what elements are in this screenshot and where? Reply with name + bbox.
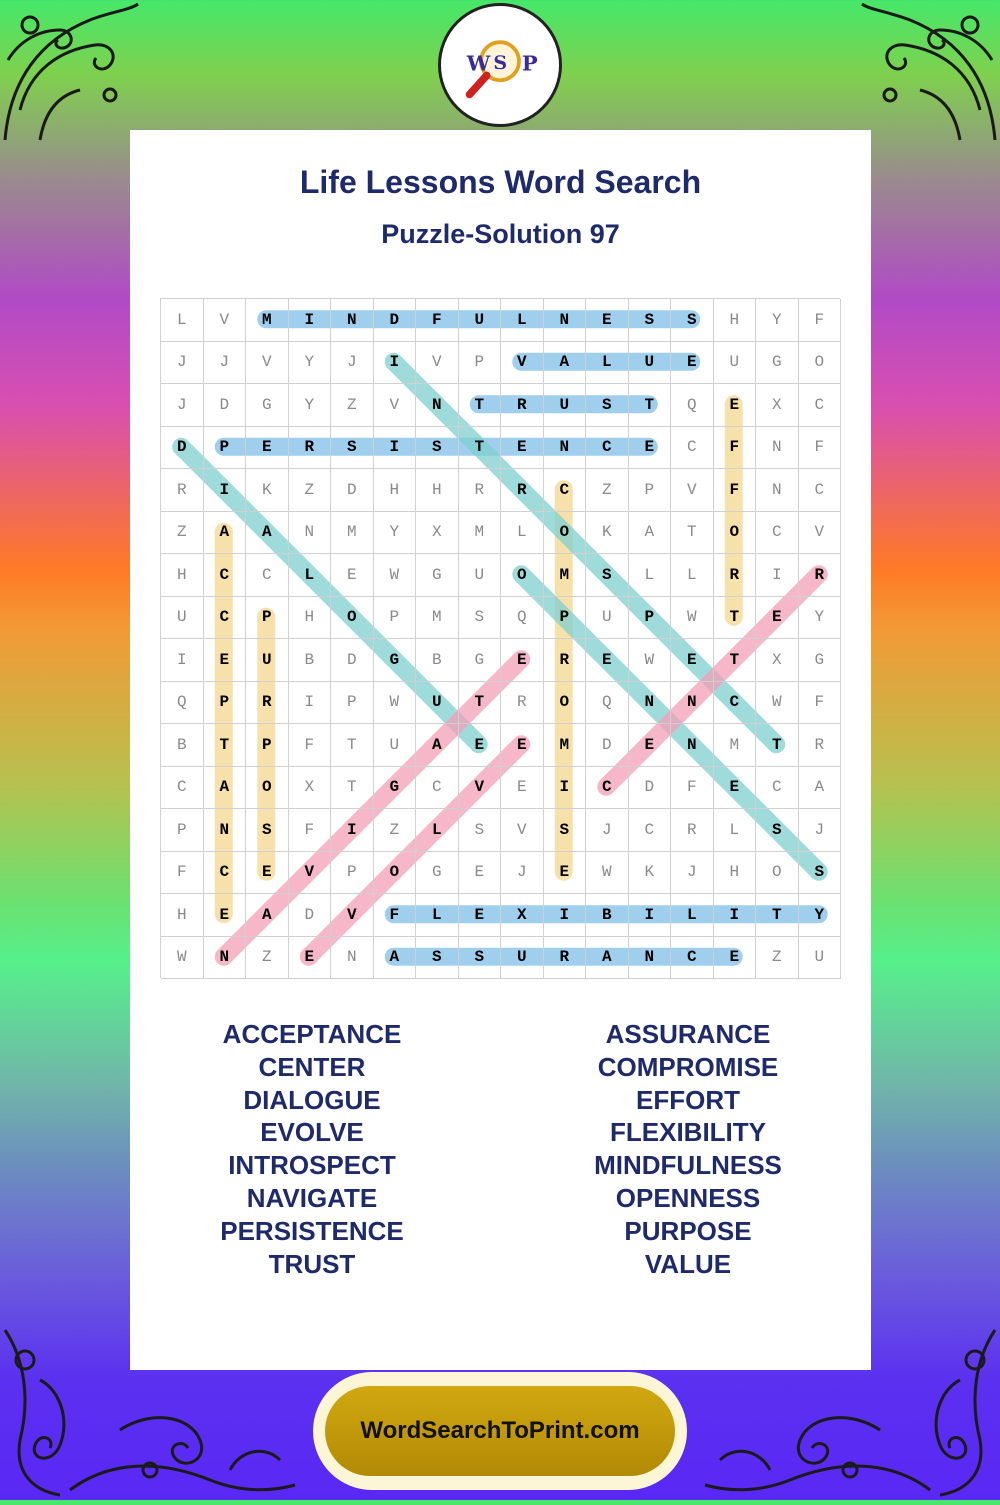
grid-cell[interactable]: E (629, 724, 672, 767)
grid-cell[interactable]: U (586, 597, 629, 640)
grid-cell[interactable]: S (586, 384, 629, 427)
grid-cell[interactable]: R (799, 554, 842, 597)
grid-cell[interactable]: R (714, 554, 757, 597)
grid-cell[interactable]: F (799, 682, 842, 725)
grid-cell[interactable]: N (331, 299, 374, 342)
grid-cell[interactable]: D (204, 384, 247, 427)
grid-cell[interactable]: D (161, 427, 204, 470)
grid-cell[interactable]: O (756, 852, 799, 895)
grid-cell[interactable]: C (204, 597, 247, 640)
grid-cell[interactable]: T (459, 384, 502, 427)
word-list-left (162, 1018, 462, 1280)
grid-cell[interactable]: Z (161, 512, 204, 555)
grid-cell[interactable]: I (161, 639, 204, 682)
grid-cell[interactable]: I (714, 894, 757, 937)
grid-cell[interactable]: V (204, 299, 247, 342)
grid-cell[interactable]: M (246, 299, 289, 342)
grid-cell[interactable]: D (331, 469, 374, 512)
grid-cell[interactable]: O (799, 342, 842, 385)
grid-cell[interactable]: E (714, 767, 757, 810)
grid-cell[interactable]: U (459, 554, 502, 597)
grid-cell[interactable]: E (501, 724, 544, 767)
grid-cell[interactable]: E (586, 639, 629, 682)
word-search-grid (160, 298, 840, 978)
grid-cell[interactable]: H (714, 852, 757, 895)
grid-cell[interactable]: O (544, 682, 587, 725)
grid-cell[interactable]: R (799, 724, 842, 767)
grid-cell[interactable]: X (756, 384, 799, 427)
grid-cell[interactable]: Y (374, 512, 417, 555)
word-list-item: CENTER (258, 1051, 366, 1082)
grid-cell[interactable]: N (204, 937, 247, 980)
grid-cell[interactable]: R (671, 809, 714, 852)
grid-cell[interactable]: M (714, 724, 757, 767)
grid-cell[interactable]: R (459, 469, 502, 512)
grid-cell[interactable]: N (416, 384, 459, 427)
grid-cell[interactable]: W (671, 597, 714, 640)
grid-cell[interactable]: A (544, 342, 587, 385)
grid-cell[interactable]: C (714, 682, 757, 725)
word-list-item: VALUE (644, 1248, 732, 1279)
grid-cell[interactable]: I (756, 554, 799, 597)
grid-cell[interactable]: G (756, 342, 799, 385)
grid-cell[interactable]: Z (586, 469, 629, 512)
word-list-item: ASSURANCE (605, 1019, 771, 1049)
grid-cell[interactable]: Z (331, 384, 374, 427)
grid-cell[interactable]: P (331, 682, 374, 725)
grid-cell[interactable]: N (629, 937, 672, 980)
grid-cell[interactable]: V (246, 342, 289, 385)
grid-cell[interactable]: J (204, 342, 247, 385)
word-list-item: FLEXIBILITY (610, 1117, 766, 1148)
grid-cell[interactable]: I (204, 469, 247, 512)
grid-cell[interactable]: S (629, 299, 672, 342)
grid-cell[interactable]: H (161, 894, 204, 937)
grid-cell[interactable]: Z (756, 937, 799, 980)
grid-cell[interactable]: R (544, 639, 587, 682)
grid-cell[interactable]: D (629, 767, 672, 810)
word-list-item: INTROSPECT (228, 1150, 396, 1181)
grid-cell[interactable]: N (204, 809, 247, 852)
grid-cell[interactable]: U (246, 639, 289, 682)
grid-cell[interactable]: D (331, 639, 374, 682)
grid-cell[interactable]: U (459, 299, 502, 342)
grid-cell[interactable]: R (289, 427, 332, 470)
grid-cell[interactable]: O (501, 554, 544, 597)
grid-cell[interactable]: F (289, 809, 332, 852)
grid-cell[interactable]: K (586, 512, 629, 555)
grid-cell[interactable]: N (756, 469, 799, 512)
grid-cell[interactable]: S (544, 809, 587, 852)
grid-cell[interactable]: M (544, 724, 587, 767)
grid-cell[interactable]: S (416, 427, 459, 470)
grid-cell[interactable]: N (671, 682, 714, 725)
grid-cell[interactable]: V (799, 512, 842, 555)
grid-cell[interactable]: C (586, 427, 629, 470)
grid-cell[interactable]: N (629, 682, 672, 725)
grid-cell[interactable]: W (161, 937, 204, 980)
logo-letter-p: P (521, 50, 538, 76)
puzzle-panel (130, 130, 871, 1370)
grid-cell[interactable]: N (331, 937, 374, 980)
grid-cell[interactable]: P (204, 682, 247, 725)
grid-cell[interactable]: J (586, 809, 629, 852)
grid-cell[interactable]: C (246, 554, 289, 597)
grid-cell[interactable]: B (416, 639, 459, 682)
grid-cell[interactable]: W (586, 852, 629, 895)
grid-cell[interactable]: P (331, 852, 374, 895)
grid-cell[interactable]: Y (289, 384, 332, 427)
letter-grid (160, 298, 840, 978)
grid-cell[interactable]: L (586, 342, 629, 385)
grid-cell[interactable]: P (629, 469, 672, 512)
grid-cell[interactable]: Q (671, 384, 714, 427)
grid-cell[interactable]: S (459, 597, 502, 640)
grid-cell[interactable]: E (501, 767, 544, 810)
grid-cell[interactable]: O (714, 512, 757, 555)
grid-cell[interactable]: D (289, 894, 332, 937)
grid-cell[interactable]: F (799, 427, 842, 470)
grid-cell[interactable]: S (459, 937, 502, 980)
corner-ornament-top-right (860, 0, 1000, 150)
grid-cell[interactable]: E (501, 427, 544, 470)
grid-cell[interactable]: F (714, 427, 757, 470)
grid-cell[interactable]: B (161, 724, 204, 767)
grid-cell[interactable]: L (416, 894, 459, 937)
grid-cell[interactable]: Q (161, 682, 204, 725)
grid-cell[interactable]: S (331, 427, 374, 470)
grid-cell[interactable]: A (374, 937, 417, 980)
grid-cell[interactable]: F (416, 299, 459, 342)
grid-cell[interactable]: B (586, 894, 629, 937)
word-list-item: TRUST (268, 1248, 356, 1279)
grid-cell[interactable]: S (586, 554, 629, 597)
grid-cell[interactable]: E (756, 597, 799, 640)
grid-cell[interactable]: E (331, 554, 374, 597)
page-subtitle: Puzzle-Solution 97 (381, 219, 620, 249)
grid-cell[interactable]: G (416, 554, 459, 597)
grid-cell[interactable]: L (714, 809, 757, 852)
grid-cell[interactable]: V (331, 894, 374, 937)
grid-cell[interactable]: Q (501, 597, 544, 640)
grid-cell[interactable]: L (416, 809, 459, 852)
grid-cell[interactable]: F (289, 724, 332, 767)
grid-cell[interactable]: G (374, 767, 417, 810)
grid-cell[interactable]: F (799, 299, 842, 342)
grid-cell[interactable]: U (714, 342, 757, 385)
grid-cell[interactable]: K (629, 852, 672, 895)
grid-cell[interactable]: U (416, 682, 459, 725)
grid-cell[interactable]: W (374, 554, 417, 597)
grid-cell[interactable]: X (501, 894, 544, 937)
grid-cell[interactable]: A (416, 724, 459, 767)
grid-cell[interactable]: Z (289, 469, 332, 512)
word-list-item: PURPOSE (624, 1215, 752, 1246)
grid-cell[interactable]: W (629, 639, 672, 682)
grid-cell[interactable]: I (629, 894, 672, 937)
grid-cell[interactable]: U (799, 937, 842, 980)
grid-cell[interactable]: U (161, 597, 204, 640)
grid-cell[interactable]: G (459, 639, 502, 682)
grid-cell[interactable]: J (501, 852, 544, 895)
grid-cell[interactable]: N (544, 299, 587, 342)
word-list-item: EVOLVE (260, 1117, 364, 1148)
grid-cell[interactable]: E (586, 299, 629, 342)
grid-cell[interactable]: A (799, 767, 842, 810)
grid-cell[interactable]: C (586, 767, 629, 810)
grid-cell[interactable]: T (671, 512, 714, 555)
word-list-item: NAVIGATE (246, 1182, 378, 1213)
grid-cell[interactable]: G (799, 639, 842, 682)
grid-cell[interactable]: E (459, 852, 502, 895)
grid-cell[interactable]: N (671, 724, 714, 767)
word-list-item: DIALOGUE (243, 1084, 381, 1115)
grid-cell[interactable]: A (246, 894, 289, 937)
grid-cell[interactable]: M (331, 512, 374, 555)
grid-cell[interactable]: T (756, 894, 799, 937)
logo-letter-s: S (493, 51, 508, 74)
grid-cell[interactable]: T (331, 767, 374, 810)
grid-cell[interactable]: F (671, 767, 714, 810)
grid-cell[interactable]: T (331, 724, 374, 767)
grid-cell[interactable]: E (246, 427, 289, 470)
grid-cell[interactable]: E (714, 384, 757, 427)
grid-cell[interactable]: E (289, 937, 332, 980)
grid-cell[interactable]: M (416, 597, 459, 640)
grid-cell[interactable]: C (799, 469, 842, 512)
grid-cell[interactable]: T (714, 597, 757, 640)
grid-cell[interactable]: A (204, 767, 247, 810)
grid-cell[interactable]: T (204, 724, 247, 767)
word-list-item: ACCEPTANCE (222, 1019, 402, 1049)
grid-cell[interactable]: C (416, 767, 459, 810)
grid-cell[interactable]: C (204, 554, 247, 597)
grid-cell[interactable]: L (671, 554, 714, 597)
grid-cell[interactable]: V (289, 852, 332, 895)
word-list-item: PERSISTENCE (220, 1215, 404, 1246)
grid-cell[interactable]: H (289, 597, 332, 640)
grid-cell[interactable]: H (714, 299, 757, 342)
grid-cell[interactable]: O (331, 597, 374, 640)
grid-cell[interactable]: X (756, 639, 799, 682)
grid-cell[interactable]: M (459, 512, 502, 555)
grid-cell[interactable]: C (799, 384, 842, 427)
grid-cell[interactable]: C (756, 767, 799, 810)
grid-cell[interactable]: T (756, 724, 799, 767)
grid-cell[interactable]: L (671, 894, 714, 937)
grid-cell[interactable]: G (416, 852, 459, 895)
corner-ornament-top-left (0, 0, 140, 150)
grid-cell[interactable]: C (204, 852, 247, 895)
grid-cell[interactable]: L (289, 554, 332, 597)
grid-cell[interactable]: J (161, 384, 204, 427)
grid-cell[interactable]: U (544, 384, 587, 427)
grid-cell[interactable]: Y (289, 342, 332, 385)
wsp-logo[interactable] (438, 3, 562, 127)
grid-cell[interactable]: K (246, 469, 289, 512)
grid-cell[interactable]: V (374, 384, 417, 427)
word-list-item: COMPROMISE (597, 1051, 779, 1082)
grid-cell[interactable]: P (459, 342, 502, 385)
grid-cell[interactable]: N (289, 512, 332, 555)
grid-cell[interactable]: S (671, 299, 714, 342)
grid-cell[interactable]: U (501, 937, 544, 980)
grid-cell[interactable]: C (671, 427, 714, 470)
grid-cell[interactable]: E (544, 852, 587, 895)
site-link[interactable]: WordSearchToPrint.com (325, 1386, 675, 1476)
grid-cell[interactable]: A (629, 512, 672, 555)
grid-cell[interactable]: E (629, 427, 672, 470)
grid-cell[interactable]: D (374, 299, 417, 342)
word-list-item: EFFORT (636, 1084, 740, 1115)
grid-cell[interactable]: H (161, 554, 204, 597)
logo-letter-w: W (466, 50, 491, 76)
grid-cell[interactable]: P (629, 597, 672, 640)
grid-cell[interactable]: T (459, 427, 502, 470)
grid-cell[interactable]: X (289, 767, 332, 810)
grid-cell[interactable]: O (544, 512, 587, 555)
grid-cell[interactable]: I (544, 767, 587, 810)
grid-cell[interactable]: C (671, 937, 714, 980)
grid-cell[interactable]: V (459, 767, 502, 810)
grid-cell[interactable]: A (246, 512, 289, 555)
grid-cell[interactable]: O (246, 767, 289, 810)
grid-cell[interactable]: F (161, 852, 204, 895)
grid-cell[interactable]: Q (586, 682, 629, 725)
word-list-right (538, 1018, 838, 1280)
grid-cell[interactable]: D (586, 724, 629, 767)
grid-cell[interactable]: P (161, 809, 204, 852)
grid-cell[interactable]: P (246, 597, 289, 640)
grid-cell[interactable]: L (501, 299, 544, 342)
grid-cell[interactable]: S (246, 809, 289, 852)
grid-cell[interactable]: T (714, 639, 757, 682)
grid-cell[interactable]: R (501, 384, 544, 427)
grid-cell[interactable]: U (629, 342, 672, 385)
grid-cell[interactable]: I (331, 809, 374, 852)
grid-cell[interactable]: V (671, 469, 714, 512)
grid-cell[interactable]: E (204, 639, 247, 682)
grid-cell[interactable]: E (671, 342, 714, 385)
grid-cell[interactable]: E (459, 894, 502, 937)
grid-cell[interactable]: F (714, 469, 757, 512)
grid-cell[interactable]: P (374, 597, 417, 640)
word-list-item: OPENNESS (615, 1182, 761, 1213)
grid-cell[interactable]: U (374, 724, 417, 767)
grid-cell[interactable]: M (544, 554, 587, 597)
grid-cell[interactable]: P (204, 427, 247, 470)
grid-cell[interactable]: N (544, 427, 587, 470)
grid-cell[interactable]: Z (246, 937, 289, 980)
grid-cell[interactable]: I (289, 682, 332, 725)
site-badge[interactable] (313, 1372, 687, 1490)
grid-cell[interactable]: J (671, 852, 714, 895)
grid-cell[interactable]: N (756, 427, 799, 470)
grid-cell[interactable]: R (161, 469, 204, 512)
grid-cell[interactable]: C (756, 512, 799, 555)
grid-cell[interactable]: R (501, 682, 544, 725)
grid-cell[interactable]: E (246, 852, 289, 895)
grid-cell[interactable]: E (459, 724, 502, 767)
grid-cell[interactable]: E (671, 639, 714, 682)
grid-cell[interactable]: S (416, 937, 459, 980)
grid-cell[interactable]: C (161, 767, 204, 810)
grid-cell[interactable]: L (501, 512, 544, 555)
grid-cell[interactable]: E (501, 639, 544, 682)
grid-cell[interactable]: I (544, 894, 587, 937)
grid-cell[interactable]: C (629, 809, 672, 852)
grid-cell[interactable]: L (629, 554, 672, 597)
grid-cell[interactable]: J (331, 342, 374, 385)
grid-cell[interactable]: E (204, 894, 247, 937)
grid-cell[interactable]: T (629, 384, 672, 427)
grid-cell[interactable]: G (246, 384, 289, 427)
grid-cell[interactable]: J (161, 342, 204, 385)
grid-cell[interactable]: R (501, 469, 544, 512)
grid-cell[interactable]: L (161, 299, 204, 342)
grid-cell[interactable]: I (374, 427, 417, 470)
grid-cell[interactable]: X (416, 512, 459, 555)
grid-cell[interactable]: G (374, 639, 417, 682)
grid-cell[interactable]: F (374, 894, 417, 937)
grid-cell[interactable]: R (544, 937, 587, 980)
magnifier-icon (441, 6, 559, 124)
grid-cell[interactable]: S (799, 852, 842, 895)
grid-cell[interactable]: P (544, 597, 587, 640)
grid-cell[interactable]: W (374, 682, 417, 725)
grid-cell[interactable]: Z (374, 809, 417, 852)
grid-cell[interactable]: V (501, 342, 544, 385)
grid-cell[interactable]: P (246, 724, 289, 767)
grid-cell[interactable]: V (501, 809, 544, 852)
grid-cell[interactable]: Y (756, 299, 799, 342)
grid-cell[interactable]: V (416, 342, 459, 385)
grid-cell[interactable]: W (756, 682, 799, 725)
word-list-item: MINDFULNESS (594, 1150, 782, 1181)
grid-cell[interactable]: S (459, 809, 502, 852)
grid-cell[interactable]: I (289, 299, 332, 342)
grid-cell[interactable]: E (714, 937, 757, 980)
grid-cell[interactable]: T (459, 682, 502, 725)
grid-cell[interactable]: J (799, 809, 842, 852)
grid-cell[interactable]: H (374, 469, 417, 512)
page-title: Life Lessons Word Search (299, 164, 702, 200)
grid-cell[interactable]: H (416, 469, 459, 512)
grid-cell[interactable]: Y (799, 597, 842, 640)
grid-cell[interactable]: A (204, 512, 247, 555)
grid-cell[interactable]: R (246, 682, 289, 725)
grid-cell[interactable]: I (374, 342, 417, 385)
grid-cell[interactable]: B (289, 639, 332, 682)
grid-cell[interactable]: S (756, 809, 799, 852)
grid-cell[interactable]: Y (799, 894, 842, 937)
grid-cell[interactable]: O (374, 852, 417, 895)
grid-cell[interactable]: C (544, 469, 587, 512)
grid-cell[interactable]: A (586, 937, 629, 980)
